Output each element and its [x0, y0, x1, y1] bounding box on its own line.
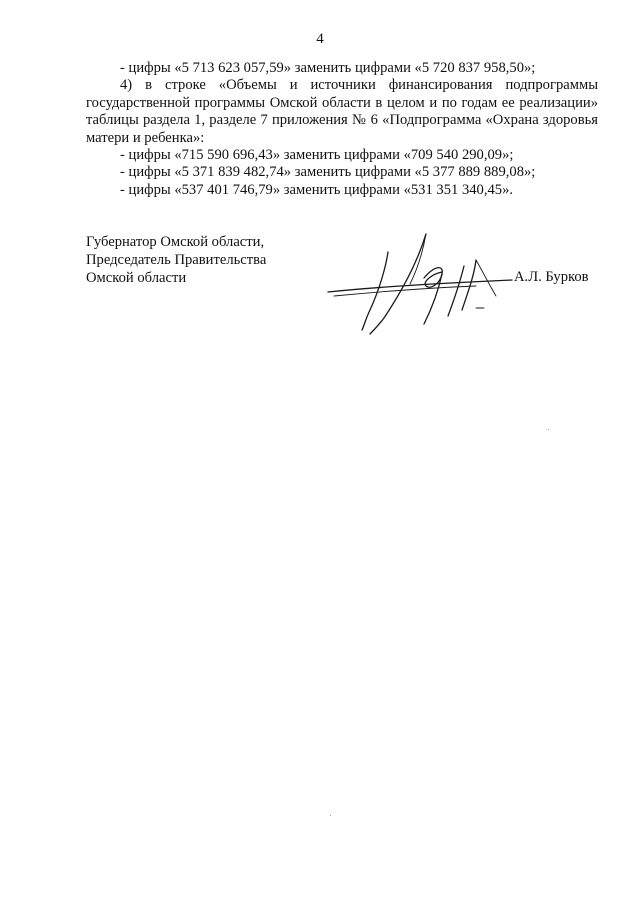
signature-stroke — [370, 234, 426, 334]
signer-name: А.Л. Бурков — [514, 269, 589, 285]
signature-stroke — [334, 286, 476, 296]
signatory-title-line: Губернатор Омской области, — [86, 234, 265, 250]
amendment-bullet: - цифры «715 590 696,43» заменить цифрами «709 540 290,09»; — [120, 147, 514, 164]
page-number: 4 — [316, 31, 324, 47]
handwritten-signature — [326, 226, 516, 346]
signatory-title — [86, 233, 266, 287]
amendment-line: - цифры «5 713 623 057,59» заменить цифрами «5 720 837 958,50»; — [120, 60, 536, 76]
amendment-bullet: - цифры «5 371 839 482,74» заменить цифрами «5 377 889 889,08»; — [120, 164, 536, 181]
signature-stroke — [476, 260, 496, 296]
signatory-title-line: Председатель Правительства — [86, 252, 267, 268]
document-body — [86, 60, 598, 199]
signatory-title-line: Омской области — [86, 270, 187, 286]
scan-speck — [330, 815, 331, 816]
amendment-item-4: 4) в строке «Объемы и источники финансирования подпрограммы государственной программы Омской области в целом и по годам ее реализации» таблицы раздела 1, разделе 7 приложения № 6 «Подпрограмма «Охрана здоровья матери и ребенка»: — [86, 77, 598, 146]
signature-stroke — [448, 266, 464, 316]
signature-stroke — [328, 280, 512, 292]
amendment-bullet: - цифры «537 401 746,79» заменить цифрами «531 351 340,45». — [120, 181, 514, 198]
scan-speck — [548, 429, 549, 430]
